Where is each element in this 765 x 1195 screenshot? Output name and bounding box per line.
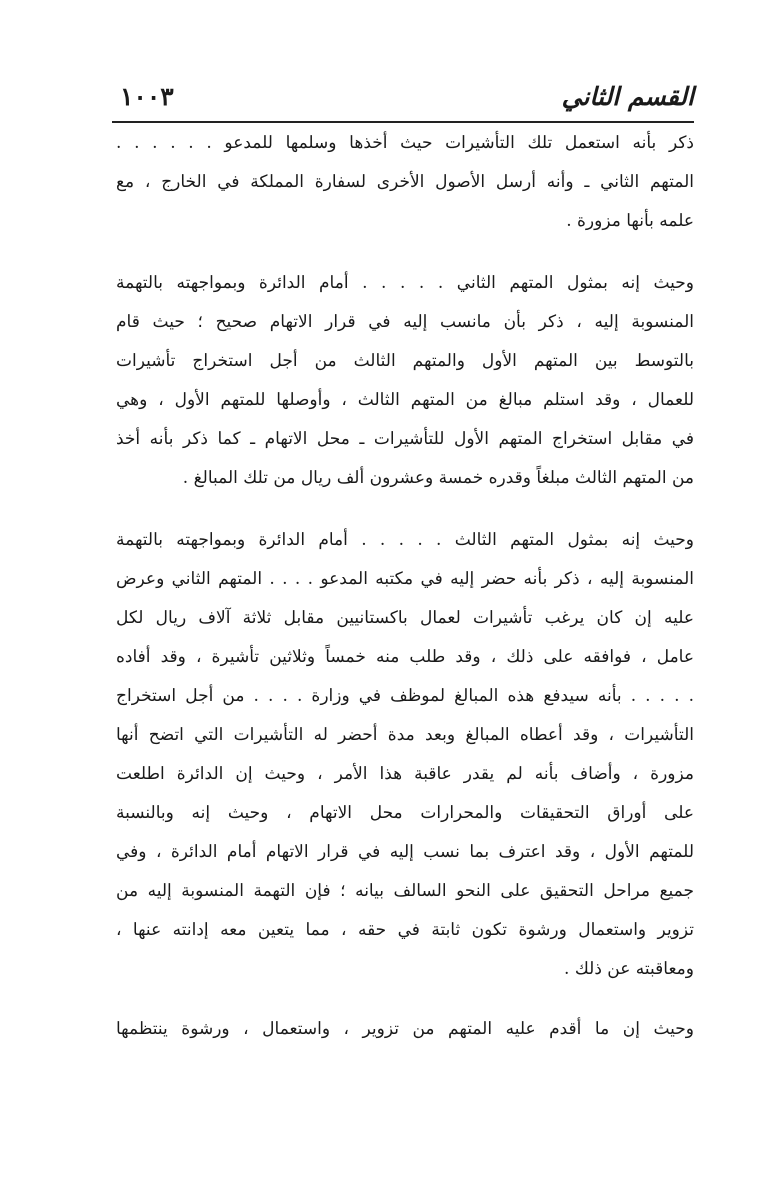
- paragraph: [116, 1010, 694, 1049]
- page-number: ١٠٠٣: [120, 82, 174, 111]
- text-line: ذكر بأنه استعمل تلك التأشيرات حيث أخذها وسلمها للمدعو . . . . . .: [116, 133, 694, 153]
- paragraph: [116, 521, 694, 989]
- paragraph: [116, 124, 694, 241]
- text-line: مزورة ، وأضاف بأنه لم يقدر عاقبة هذا الأمر ، وحيث إن الدائرة اطلعت: [116, 764, 694, 784]
- text-line: وحيث إنه بمثول المتهم الثالث . . . . . أمام الدائرة وبمواجهته بالتهمة: [116, 530, 694, 550]
- text-line: عليه إن كان يرغب تأشيرات لعمال باكستانيين مقابل ثلاثة آلاف ريال لكل: [116, 608, 694, 628]
- text-line: ومعاقبته عن ذلك .: [564, 959, 694, 979]
- paragraph-spacer: [116, 241, 694, 264]
- text-line: علمه بأنها مزورة .: [566, 211, 694, 231]
- text-line: للمتهم الأول ، وقد اعترف بما نسب إليه في قرار الاتهام أمام الدائرة ، وفي: [116, 842, 694, 862]
- section-title: القسم الثاني: [561, 82, 694, 111]
- text-line: تزوير واستعمال ورشوة تكون ثابتة في حقه ، مما يتعين معه إدانته عنها ،: [116, 920, 694, 940]
- page-header: [112, 80, 694, 124]
- paragraph-spacer: [116, 989, 694, 1010]
- text-line: المتهم الثاني ـ وأنه أرسل الأصول الأخرى لسفارة المملكة في الخارج ، مع: [116, 172, 694, 192]
- text-line: المنسوبة إليه ، ذكر بأن مانسب إليه في قرار الاتهام صحيح ؛ حيث قام: [116, 312, 694, 332]
- text-line: على أوراق التحقيقات والمحرارات محل الاتهام ، وحيث إنه وبالنسبة: [116, 803, 694, 823]
- text-line: عامل ، فوافقه على ذلك ، وقد طلب منه خمساً وثلاثين تأشيرة ، وقد أفاده: [116, 647, 694, 667]
- text-line: بالتوسط بين المتهم الأول والمتهم الثالث من أجل استخراج تأشيرات: [116, 351, 694, 371]
- text-line: . . . . . بأنه سيدفع هذه المبالغ لموظف في وزارة . . . . من أجل استخراج: [116, 686, 694, 706]
- paragraph: [116, 264, 694, 498]
- header-divider: [112, 121, 694, 123]
- text-line: للعمال ، وقد استلم مبالغ من المتهم الثالث ، وأوصلها للمتهم الأول ، وهي: [116, 390, 694, 410]
- text-line: وحيث إنه بمثول المتهم الثاني . . . . . أمام الدائرة وبمواجهته بالتهمة: [116, 273, 694, 293]
- body-text: [116, 124, 694, 1049]
- text-line: التأشيرات ، وقد أعطاه المبالغ وبعد مدة أحضر له التأشيرات التي اتضح أنها: [116, 725, 694, 745]
- text-line: جميع مراحل التحقيق على النحو السالف بيانه ؛ فإن التهمة المنسوبة إليه من: [116, 881, 694, 901]
- text-line: في مقابل استخراج المتهم الأول للتأشيرات ـ محل الاتهام ـ كما ذكر بأنه أخذ: [116, 429, 694, 449]
- text-line: وحيث إن ما أقدم عليه المتهم من تزوير ، واستعمال ، ورشوة ينتظمها: [116, 1019, 694, 1039]
- text-line: من المتهم الثالث مبلغاً وقدره خمسة وعشرون ألف ريال من تلك المبالغ .: [182, 468, 694, 488]
- text-line: المنسوبة إليه ، ذكر بأنه حضر إليه في مكتبه المدعو . . . . المتهم الثاني وعرض: [116, 569, 694, 589]
- paragraph-spacer: [116, 498, 694, 521]
